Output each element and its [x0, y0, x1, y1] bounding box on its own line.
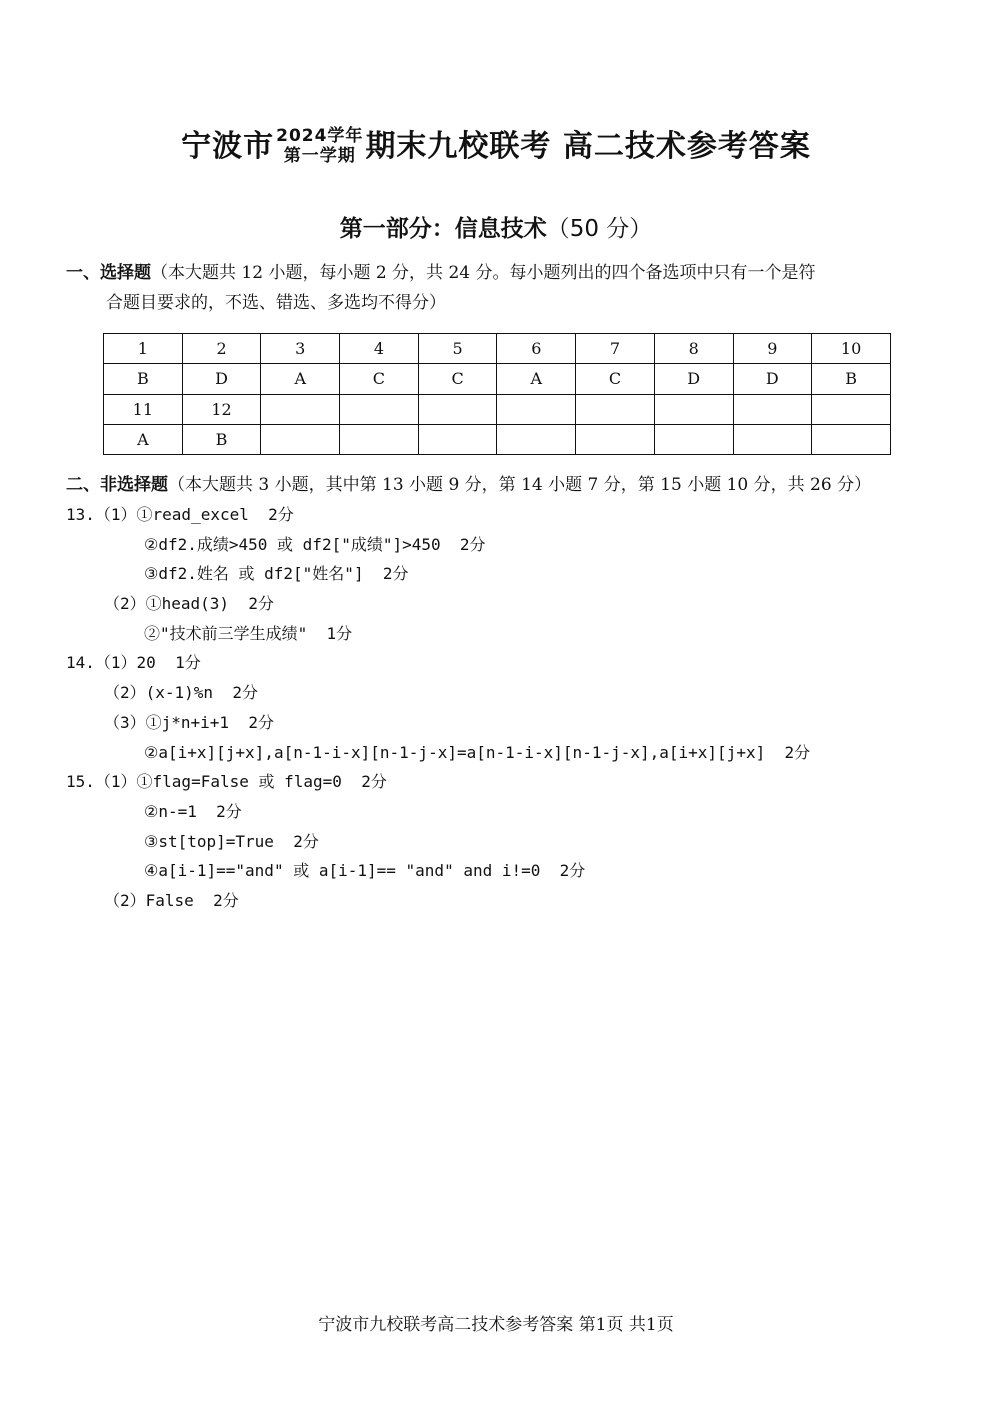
answer-table-cell: 8: [654, 334, 733, 364]
answer-table-cell: [497, 424, 576, 454]
answer-table-row: [104, 364, 891, 394]
answer-table-cell: 10: [812, 334, 891, 364]
part-heading: [0, 212, 992, 246]
answer-table-cell: [340, 394, 419, 424]
section2-heading: 二、非选择题: [66, 475, 168, 495]
answer-line: ④a[i-1]=="and" 或 a[i-1]== "and" and i!=0 2分: [144, 861, 586, 881]
page-footer: 宁波市九校联考高二技术参考答案 第1页 共1页: [318, 1315, 674, 1335]
answer-table-cell: [654, 394, 733, 424]
answer-table-cell: [576, 424, 655, 454]
answer-line: （3）①j*n+i+1 2分: [104, 712, 274, 732]
answer-table-cell: 1: [104, 334, 183, 364]
answer-table-cell: B: [182, 424, 261, 454]
section1-desc-line1: （本大题共 12 小题，每小题 2 分，共 24 分。每小题列出的四个备选项中只有一个是符: [151, 263, 816, 283]
answer-table-cell: D: [654, 364, 733, 394]
section1-heading: 一、选择题: [66, 263, 151, 283]
answer-table-cell: 5: [418, 334, 497, 364]
title-semester: 第一学期: [283, 145, 356, 166]
part-score: （50 分）: [546, 216, 653, 242]
answer-table-cell: [261, 394, 340, 424]
section2-desc: （本大题共 3 小题，其中第 13 小题 9 分，第 14 小题 7 分，第 15 小题 10 分，共 26 分）: [168, 475, 872, 495]
answer-table-cell: [733, 394, 812, 424]
answer-line: ③st[top]=True 2分: [144, 831, 319, 851]
answer-line: ②a[i+x][j+x],a[n-1-i-x][n-1-j-x]=a[n-1-i-x][n-1-j-x],a[i+x][j+x] 2分: [144, 742, 811, 762]
answer-table-cell: D: [182, 364, 261, 394]
title-term: [276, 126, 363, 166]
answer-table-row: [104, 334, 891, 364]
answer-table-cell: 9: [733, 334, 812, 364]
answer-table-cell: [654, 424, 733, 454]
answer-line: ③df2.姓名 或 df2["姓名"] 2分: [144, 564, 409, 584]
answer-line: 14.（1）20 1分: [66, 653, 201, 673]
answer-table-cell: 6: [497, 334, 576, 364]
answer-table-cell: 2: [182, 334, 261, 364]
answer-table-cell: [733, 424, 812, 454]
answer-table-cell: C: [418, 364, 497, 394]
answer-table-cell: A: [497, 364, 576, 394]
part-label: 第一部分：信息技术: [339, 216, 547, 242]
answer-table-cell: 7: [576, 334, 655, 364]
answer-table-cell: A: [261, 364, 340, 394]
answer-table-cell: A: [104, 424, 183, 454]
answer-table-row: [104, 424, 891, 454]
title-prefix: 宁波市: [181, 129, 275, 164]
answer-line: （2）①head(3) 2分: [104, 594, 274, 614]
answer-table-row: [104, 394, 891, 424]
answer-line: （2）False 2分: [104, 890, 239, 910]
answer-table-cell: [340, 424, 419, 454]
answer-table-cell: B: [812, 364, 891, 394]
section2-intro: [66, 470, 936, 500]
answer-table-cell: 4: [340, 334, 419, 364]
answer-table-cell: C: [576, 364, 655, 394]
title-suffix: 期末九校联考 高二技术参考答案: [365, 129, 811, 164]
document-title: [0, 122, 992, 172]
answer-line: ②n-=1 2分: [144, 801, 242, 821]
answer-line: 15.（1）①flag=False 或 flag=0 2分: [66, 772, 387, 792]
title-year: 2024学年: [276, 125, 364, 146]
answer-table-cell: [497, 394, 576, 424]
answer-table-cell: [576, 394, 655, 424]
answer-table-cell: B: [104, 364, 183, 394]
answer-table-cell: 12: [182, 394, 261, 424]
answer-line: ②"技术前三学生成绩" 1分: [144, 623, 353, 643]
section1-intro: [66, 258, 936, 318]
answer-line: 13.（1）①read_excel 2分: [66, 505, 294, 524]
answer-lines: [66, 500, 966, 916]
answer-table-cell: 3: [261, 334, 340, 364]
answer-table-cell: C: [340, 364, 419, 394]
answer-table-cell: D: [733, 364, 812, 394]
answer-line: （2）(x-1)%n 2分: [104, 683, 258, 703]
answer-table-cell: [812, 394, 891, 424]
answer-table: [103, 333, 891, 455]
section1-desc-line2: 合题目要求的，不选、错选、多选均不得分）: [106, 293, 446, 313]
answer-line: ②df2.成绩>450 或 df2["成绩"]>450 2分: [144, 534, 486, 554]
answer-table-cell: [418, 394, 497, 424]
answer-table-cell: 11: [104, 394, 183, 424]
answer-table-cell: [418, 424, 497, 454]
answer-table-cell: [812, 424, 891, 454]
answer-table-cell: [261, 424, 340, 454]
